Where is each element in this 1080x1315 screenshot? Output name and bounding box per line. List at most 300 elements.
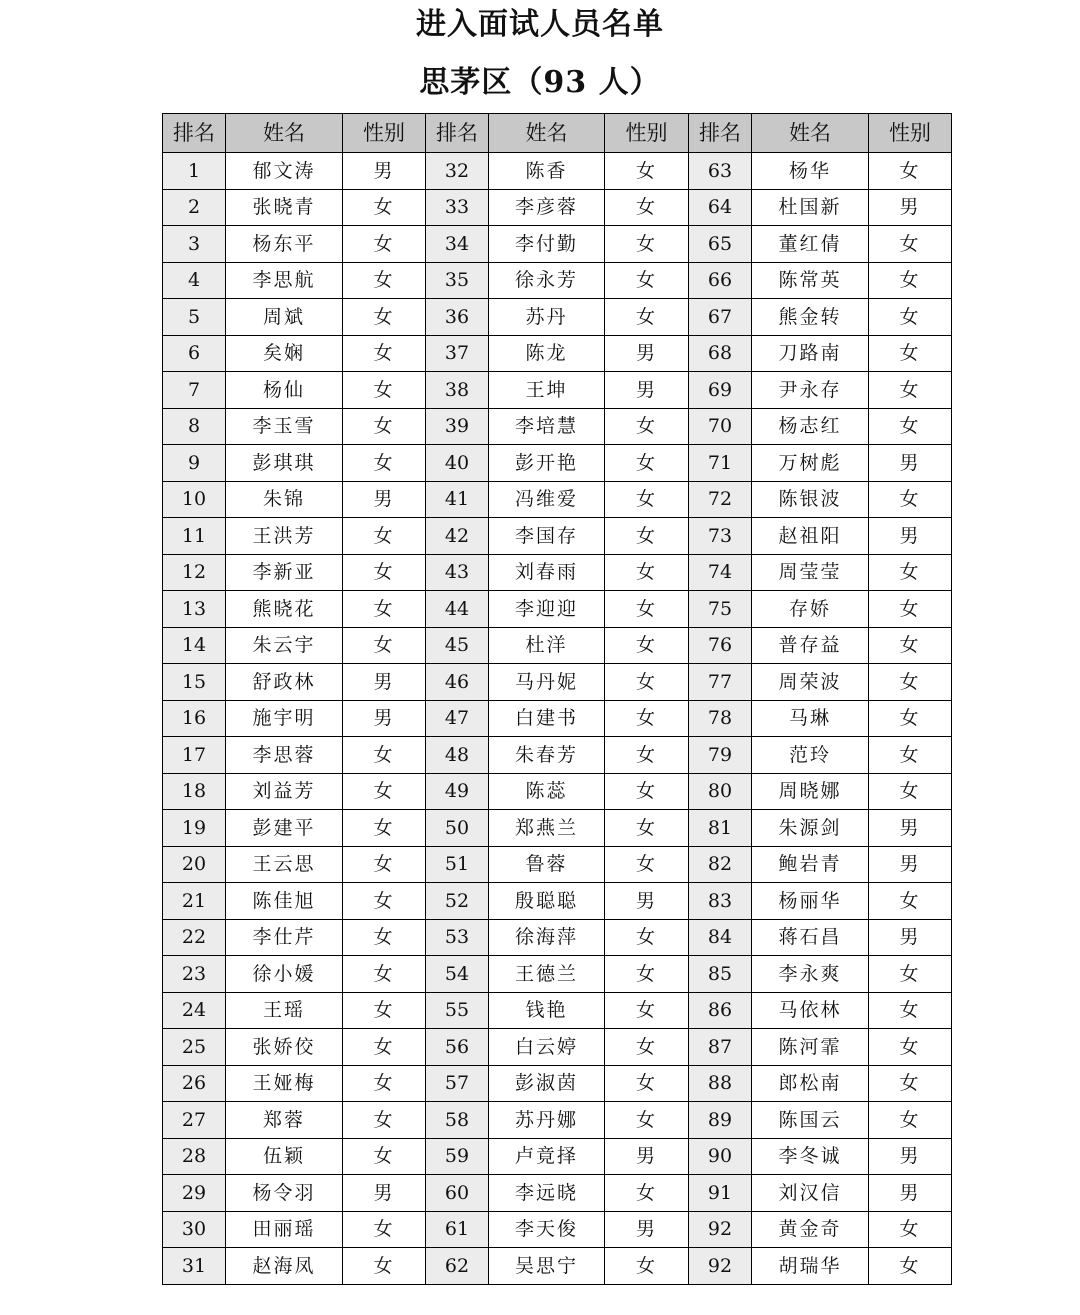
gender-cell: 女 — [869, 1065, 952, 1102]
name-cell: 李永爽 — [752, 956, 869, 993]
table-row — [163, 189, 952, 226]
table-row — [163, 627, 952, 664]
rank-cell: 9 — [163, 445, 226, 482]
name-cell: 胡瑞华 — [752, 1248, 869, 1285]
rank-cell: 41 — [426, 481, 489, 518]
name-cell: 李仕芹 — [226, 919, 343, 956]
header-gender: 性别 — [605, 114, 689, 153]
gender-cell: 女 — [343, 1138, 426, 1175]
name-cell: 马丹妮 — [489, 664, 605, 701]
rank-cell: 77 — [689, 664, 752, 701]
rank-cell: 65 — [689, 226, 752, 263]
gender-cell: 女 — [343, 810, 426, 847]
name-cell: 钱艳 — [489, 992, 605, 1029]
gender-cell: 女 — [605, 1248, 689, 1285]
table-row — [163, 883, 952, 920]
gender-cell: 女 — [343, 335, 426, 372]
gender-cell: 女 — [605, 919, 689, 956]
gender-cell: 女 — [605, 408, 689, 445]
gender-cell: 女 — [343, 226, 426, 263]
name-cell: 杨丽华 — [752, 883, 869, 920]
name-cell: 徐海萍 — [489, 919, 605, 956]
gender-cell: 男 — [343, 481, 426, 518]
rank-cell: 32 — [426, 153, 489, 190]
name-cell: 李付勤 — [489, 226, 605, 263]
rank-cell: 21 — [163, 883, 226, 920]
gender-cell: 女 — [869, 956, 952, 993]
gender-cell: 男 — [343, 153, 426, 190]
name-cell: 鲁蓉 — [489, 846, 605, 883]
table-row — [163, 1138, 952, 1175]
rank-cell: 24 — [163, 992, 226, 1029]
rank-cell: 70 — [689, 408, 752, 445]
rank-cell: 82 — [689, 846, 752, 883]
gender-cell: 男 — [605, 883, 689, 920]
name-cell: 李思蓉 — [226, 737, 343, 774]
gender-cell: 男 — [605, 335, 689, 372]
rank-cell: 52 — [426, 883, 489, 920]
gender-cell: 女 — [343, 189, 426, 226]
rank-cell: 50 — [426, 810, 489, 847]
name-cell: 普存益 — [752, 627, 869, 664]
name-cell: 杨东平 — [226, 226, 343, 263]
gender-cell: 女 — [605, 956, 689, 993]
name-cell: 周荣波 — [752, 664, 869, 701]
rank-cell: 10 — [163, 481, 226, 518]
gender-cell: 女 — [343, 408, 426, 445]
table-row — [163, 700, 952, 737]
gender-cell: 女 — [869, 773, 952, 810]
gender-cell: 女 — [869, 335, 952, 372]
rank-cell: 36 — [426, 299, 489, 336]
name-cell: 万树彪 — [752, 445, 869, 482]
rank-cell: 76 — [689, 627, 752, 664]
name-cell: 李培慧 — [489, 408, 605, 445]
gender-cell: 男 — [869, 445, 952, 482]
rank-cell: 33 — [426, 189, 489, 226]
gender-cell: 女 — [605, 1102, 689, 1139]
name-cell: 陈香 — [489, 153, 605, 190]
table-body — [163, 153, 952, 1285]
gender-cell: 女 — [605, 664, 689, 701]
name-cell: 彭建平 — [226, 810, 343, 847]
rank-cell: 27 — [163, 1102, 226, 1139]
gender-cell: 女 — [343, 1029, 426, 1066]
rank-cell: 51 — [426, 846, 489, 883]
name-cell: 张晓青 — [226, 189, 343, 226]
name-cell: 王德兰 — [489, 956, 605, 993]
candidate-table — [162, 113, 952, 1285]
gender-cell: 女 — [869, 226, 952, 263]
gender-cell: 男 — [869, 189, 952, 226]
name-cell: 殷聪聪 — [489, 883, 605, 920]
rank-cell: 25 — [163, 1029, 226, 1066]
rank-cell: 5 — [163, 299, 226, 336]
gender-cell: 女 — [869, 1102, 952, 1139]
rank-cell: 13 — [163, 591, 226, 628]
gender-cell: 女 — [869, 408, 952, 445]
rank-cell: 45 — [426, 627, 489, 664]
name-cell: 李思航 — [226, 262, 343, 299]
name-cell: 彭淑茵 — [489, 1065, 605, 1102]
name-cell: 白建书 — [489, 700, 605, 737]
name-cell: 张娇佼 — [226, 1029, 343, 1066]
header-name: 姓名 — [489, 114, 605, 153]
table-row — [163, 591, 952, 628]
gender-cell: 女 — [343, 737, 426, 774]
rank-cell: 26 — [163, 1065, 226, 1102]
gender-cell: 女 — [605, 554, 689, 591]
name-cell: 陈国云 — [752, 1102, 869, 1139]
name-cell: 王云思 — [226, 846, 343, 883]
name-cell: 郑蓉 — [226, 1102, 343, 1139]
name-cell: 彭开艳 — [489, 445, 605, 482]
header-name: 姓名 — [752, 114, 869, 153]
rank-cell: 17 — [163, 737, 226, 774]
rank-cell: 72 — [689, 481, 752, 518]
table-row — [163, 992, 952, 1029]
table-row — [163, 445, 952, 482]
rank-cell: 22 — [163, 919, 226, 956]
table-row — [163, 1175, 952, 1212]
table-row — [163, 299, 952, 336]
header-gender: 性别 — [343, 114, 426, 153]
rank-cell: 81 — [689, 810, 752, 847]
gender-cell: 女 — [605, 737, 689, 774]
gender-cell: 女 — [343, 883, 426, 920]
name-cell: 李新亚 — [226, 554, 343, 591]
gender-cell: 女 — [605, 226, 689, 263]
rank-cell: 29 — [163, 1175, 226, 1212]
rank-cell: 47 — [426, 700, 489, 737]
gender-cell: 女 — [605, 518, 689, 555]
header-rank: 排名 — [689, 114, 752, 153]
name-cell: 施宇明 — [226, 700, 343, 737]
gender-cell: 男 — [869, 846, 952, 883]
rank-cell: 20 — [163, 846, 226, 883]
table-row — [163, 481, 952, 518]
rank-cell: 68 — [689, 335, 752, 372]
table-row — [163, 846, 952, 883]
gender-cell: 女 — [343, 262, 426, 299]
rank-cell: 87 — [689, 1029, 752, 1066]
header-gender: 性别 — [869, 114, 952, 153]
gender-cell: 女 — [605, 992, 689, 1029]
name-cell: 王洪芳 — [226, 518, 343, 555]
name-cell: 徐小媛 — [226, 956, 343, 993]
gender-cell: 女 — [869, 1211, 952, 1248]
name-cell: 杜洋 — [489, 627, 605, 664]
gender-cell: 女 — [343, 919, 426, 956]
rank-cell: 80 — [689, 773, 752, 810]
gender-cell: 女 — [343, 846, 426, 883]
gender-cell: 女 — [605, 627, 689, 664]
rank-cell: 12 — [163, 554, 226, 591]
name-cell: 苏丹娜 — [489, 1102, 605, 1139]
name-cell: 苏丹 — [489, 299, 605, 336]
rank-cell: 62 — [426, 1248, 489, 1285]
name-cell: 存娇 — [752, 591, 869, 628]
name-cell: 黄金奇 — [752, 1211, 869, 1248]
rank-cell: 16 — [163, 700, 226, 737]
gender-cell: 女 — [343, 554, 426, 591]
rank-cell: 90 — [689, 1138, 752, 1175]
rank-cell: 67 — [689, 299, 752, 336]
name-cell: 周斌 — [226, 299, 343, 336]
name-cell: 舒政林 — [226, 664, 343, 701]
table-row — [163, 1102, 952, 1139]
rank-cell: 92 — [689, 1248, 752, 1285]
name-cell: 陈常英 — [752, 262, 869, 299]
gender-cell: 男 — [343, 664, 426, 701]
name-cell: 刀路南 — [752, 335, 869, 372]
rank-cell: 74 — [689, 554, 752, 591]
table-row — [163, 372, 952, 409]
gender-cell: 女 — [343, 773, 426, 810]
name-cell: 李冬诚 — [752, 1138, 869, 1175]
rank-cell: 85 — [689, 956, 752, 993]
gender-cell: 男 — [343, 700, 426, 737]
gender-cell: 女 — [869, 883, 952, 920]
name-cell: 吴思宁 — [489, 1248, 605, 1285]
table-row — [163, 956, 952, 993]
rank-cell: 91 — [689, 1175, 752, 1212]
name-cell: 朱春芳 — [489, 737, 605, 774]
gender-cell: 女 — [343, 627, 426, 664]
gender-cell: 女 — [869, 627, 952, 664]
name-cell: 杜国新 — [752, 189, 869, 226]
name-cell: 李远晓 — [489, 1175, 605, 1212]
table-row — [163, 1211, 952, 1248]
gender-cell: 男 — [605, 372, 689, 409]
table-row — [163, 737, 952, 774]
rank-cell: 56 — [426, 1029, 489, 1066]
rank-cell: 34 — [426, 226, 489, 263]
name-cell: 陈银波 — [752, 481, 869, 518]
table-row — [163, 335, 952, 372]
rank-cell: 28 — [163, 1138, 226, 1175]
rank-cell: 46 — [426, 664, 489, 701]
rank-cell: 31 — [163, 1248, 226, 1285]
gender-cell: 女 — [605, 700, 689, 737]
rank-cell: 61 — [426, 1211, 489, 1248]
rank-cell: 69 — [689, 372, 752, 409]
rank-cell: 19 — [163, 810, 226, 847]
gender-cell: 女 — [869, 664, 952, 701]
table-row — [163, 1065, 952, 1102]
name-cell: 刘汉信 — [752, 1175, 869, 1212]
gender-cell: 女 — [343, 1102, 426, 1139]
rank-cell: 75 — [689, 591, 752, 628]
rank-cell: 60 — [426, 1175, 489, 1212]
name-cell: 刘春雨 — [489, 554, 605, 591]
gender-cell: 女 — [605, 262, 689, 299]
table-row — [163, 810, 952, 847]
name-cell: 李国存 — [489, 518, 605, 555]
header-rank: 排名 — [426, 114, 489, 153]
gender-cell: 女 — [869, 554, 952, 591]
header-rank: 排名 — [163, 114, 226, 153]
table-header-row — [163, 114, 952, 153]
rank-cell: 40 — [426, 445, 489, 482]
gender-cell: 女 — [343, 992, 426, 1029]
rank-cell: 7 — [163, 372, 226, 409]
name-cell: 冯维爱 — [489, 481, 605, 518]
rank-cell: 92 — [689, 1211, 752, 1248]
gender-cell: 女 — [343, 518, 426, 555]
rank-cell: 54 — [426, 956, 489, 993]
rank-cell: 66 — [689, 262, 752, 299]
gender-cell: 女 — [869, 153, 952, 190]
name-cell: 朱源剑 — [752, 810, 869, 847]
rank-cell: 4 — [163, 262, 226, 299]
rank-cell: 57 — [426, 1065, 489, 1102]
gender-cell: 女 — [343, 299, 426, 336]
gender-cell: 女 — [343, 1065, 426, 1102]
gender-cell: 女 — [869, 700, 952, 737]
name-cell: 李天俊 — [489, 1211, 605, 1248]
gender-cell: 女 — [343, 372, 426, 409]
gender-cell: 女 — [605, 481, 689, 518]
rank-cell: 83 — [689, 883, 752, 920]
rank-cell: 64 — [689, 189, 752, 226]
name-cell: 马琳 — [752, 700, 869, 737]
name-cell: 范玲 — [752, 737, 869, 774]
rank-cell: 71 — [689, 445, 752, 482]
name-cell: 王坤 — [489, 372, 605, 409]
rank-cell: 2 — [163, 189, 226, 226]
name-cell: 朱锦 — [226, 481, 343, 518]
name-cell: 赵海凤 — [226, 1248, 343, 1285]
gender-cell: 男 — [869, 1175, 952, 1212]
table-row — [163, 664, 952, 701]
name-cell: 陈蕊 — [489, 773, 605, 810]
name-cell: 徐永芳 — [489, 262, 605, 299]
gender-cell: 女 — [605, 773, 689, 810]
rank-cell: 11 — [163, 518, 226, 555]
rank-cell: 86 — [689, 992, 752, 1029]
gender-cell: 女 — [605, 591, 689, 628]
gender-cell: 女 — [605, 1065, 689, 1102]
name-cell: 周莹莹 — [752, 554, 869, 591]
name-cell: 陈佳旭 — [226, 883, 343, 920]
gender-cell: 男 — [869, 1138, 952, 1175]
name-cell: 李迎迎 — [489, 591, 605, 628]
rank-cell: 43 — [426, 554, 489, 591]
table-row — [163, 1029, 952, 1066]
rank-cell: 44 — [426, 591, 489, 628]
gender-cell: 男 — [869, 518, 952, 555]
rank-cell: 88 — [689, 1065, 752, 1102]
gender-cell: 女 — [605, 810, 689, 847]
rank-cell: 48 — [426, 737, 489, 774]
page-title: 进入面试人员名单 — [416, 7, 664, 42]
name-cell: 刘益芳 — [226, 773, 343, 810]
rank-cell: 14 — [163, 627, 226, 664]
name-cell: 董红倩 — [752, 226, 869, 263]
rank-cell: 18 — [163, 773, 226, 810]
name-cell: 周晓娜 — [752, 773, 869, 810]
name-cell: 陈龙 — [489, 335, 605, 372]
gender-cell: 女 — [605, 445, 689, 482]
rank-cell: 38 — [426, 372, 489, 409]
table-row — [163, 554, 952, 591]
gender-cell: 女 — [605, 189, 689, 226]
table-row — [163, 153, 952, 190]
rank-cell: 39 — [426, 408, 489, 445]
name-cell: 郑燕兰 — [489, 810, 605, 847]
gender-cell: 男 — [605, 1138, 689, 1175]
rank-cell: 23 — [163, 956, 226, 993]
name-cell: 鲍岩青 — [752, 846, 869, 883]
name-cell: 杨仙 — [226, 372, 343, 409]
name-cell: 马依林 — [752, 992, 869, 1029]
rank-cell: 79 — [689, 737, 752, 774]
name-cell: 白云婷 — [489, 1029, 605, 1066]
table-row — [163, 1248, 952, 1285]
gender-cell: 女 — [869, 299, 952, 336]
rank-cell: 1 — [163, 153, 226, 190]
rank-cell: 30 — [163, 1211, 226, 1248]
rank-cell: 63 — [689, 153, 752, 190]
name-cell: 王娅梅 — [226, 1065, 343, 1102]
table-row — [163, 408, 952, 445]
gender-cell: 女 — [343, 1211, 426, 1248]
name-cell: 卢竟择 — [489, 1138, 605, 1175]
gender-cell: 女 — [605, 299, 689, 336]
rank-cell: 35 — [426, 262, 489, 299]
rank-cell: 58 — [426, 1102, 489, 1139]
page-subtitle: 思茅区（93 人） — [419, 65, 661, 100]
gender-cell: 女 — [605, 846, 689, 883]
name-cell: 田丽瑶 — [226, 1211, 343, 1248]
name-cell: 杨华 — [752, 153, 869, 190]
name-cell: 熊晓花 — [226, 591, 343, 628]
name-cell: 杨令羽 — [226, 1175, 343, 1212]
rank-cell: 6 — [163, 335, 226, 372]
gender-cell: 女 — [605, 1029, 689, 1066]
gender-cell: 女 — [869, 591, 952, 628]
table-row — [163, 773, 952, 810]
gender-cell: 女 — [343, 445, 426, 482]
rank-cell: 15 — [163, 664, 226, 701]
gender-cell: 女 — [869, 737, 952, 774]
table-row — [163, 262, 952, 299]
name-cell: 熊金转 — [752, 299, 869, 336]
name-cell: 陈河霏 — [752, 1029, 869, 1066]
gender-cell: 女 — [869, 372, 952, 409]
name-cell: 赵祖阳 — [752, 518, 869, 555]
gender-cell: 女 — [869, 992, 952, 1029]
name-cell: 蒋石昌 — [752, 919, 869, 956]
gender-cell: 男 — [605, 1211, 689, 1248]
gender-cell: 男 — [869, 919, 952, 956]
gender-cell: 女 — [869, 1248, 952, 1285]
rank-cell: 84 — [689, 919, 752, 956]
gender-cell: 男 — [869, 810, 952, 847]
table-row — [163, 226, 952, 263]
gender-cell: 女 — [605, 153, 689, 190]
header-name: 姓名 — [226, 114, 343, 153]
name-cell: 李玉雪 — [226, 408, 343, 445]
table-row — [163, 518, 952, 555]
rank-cell: 42 — [426, 518, 489, 555]
name-cell: 矣娴 — [226, 335, 343, 372]
rank-cell: 55 — [426, 992, 489, 1029]
rank-cell: 37 — [426, 335, 489, 372]
gender-cell: 女 — [869, 481, 952, 518]
gender-cell: 女 — [869, 1029, 952, 1066]
